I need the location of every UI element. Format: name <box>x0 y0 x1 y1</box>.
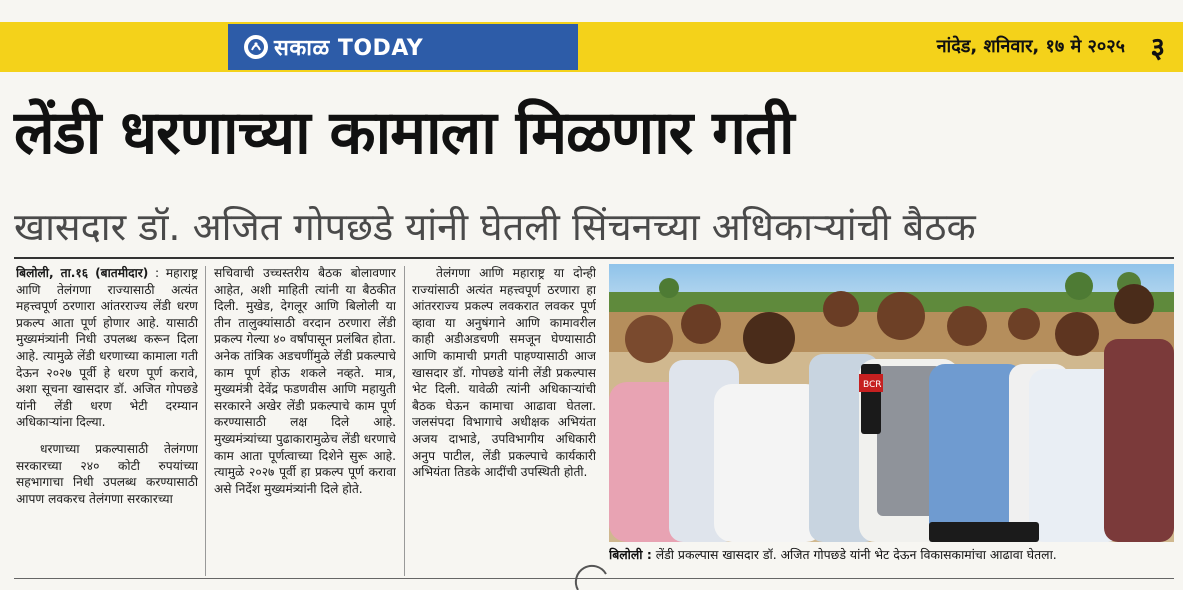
article-column-2 <box>214 265 396 575</box>
news-dateline: बिलोली, ता.१६ (बातमीदार) <box>16 266 149 280</box>
article-headline: लेंडी धरणाच्या कामाला मिळणार गती <box>14 98 794 168</box>
mic-label: BCR <box>863 380 882 390</box>
news-photo <box>609 264 1174 542</box>
article-column-3 <box>412 265 596 585</box>
caption-lead: बिलोली : <box>609 547 652 562</box>
caption-text: लेंडी प्रकल्पास खासदार डॉ. अजित गोपछडे यांनी भेट देऊन विकासकामांचा आढावा घेतला. <box>651 547 1057 562</box>
photo-caption <box>609 546 1174 564</box>
page-number: ३ <box>1150 31 1165 64</box>
paragraph: तेलंगणा आणि महाराष्ट्र या दोन्ही राज्यांसाठी अत्यंत महत्त्वपूर्ण ठरणारा हा आंतरराज्य प्रकल्प लवकरात लवकर पूर्ण व्हावा या अनुषंगाने आणि कामावरील काही अडीअडचणी समजून घेण्यासाठी आणि कामाची प्रगती पाहण्यासाठी आज खासदार डॉ. गोपछडे यांनी लेंडी प्रकल्पास भेट दिली. यावेळी त्यांनी अधिकाऱ्यांची बैठक घेऊन कामाचा आढावा घेतला. जलसंपदा विभागाचे अधीक्षक अभियंता अजय दाभाडे, उपविभागीय अधिकारी अनुप पाटील, लेंडी प्रकल्पाचे कार्यकारी अभियंता तिडके आदींची उपस्थिती होती. <box>412 266 596 480</box>
divider <box>14 257 1174 259</box>
brand-name: सकाळ TODAY <box>274 36 424 61</box>
decorative-arc-icon <box>572 560 612 590</box>
paragraph: : महाराष्ट्र आणि तेलंगणा राज्यासाठी अत्यंत महत्त्वपूर्ण ठरणारा आंतरराज्य लेंडी धरण प्रकल्प आता पूर्ण होणार आहे. यासाठी मुख्यमंत्र्यांनी निधी उपलब्ध करून दिला आहे. त्यामुळे लेंडी धरणाच्या कामाला गती देऊन २०२७ पूर्वी हे धरण पूर्ण करावे, अशा सूचना खासदार डॉ. अजित गोपछडे यांनी लेंडी धरण भेटी दरम्यान अधिकाऱ्यांना दिल्या. <box>16 266 198 430</box>
article-column-1 <box>16 265 198 585</box>
sakal-logo-icon <box>244 35 268 59</box>
edition-dateline: नांदेड, शनिवार, १७ मे २०२५ <box>936 36 1125 57</box>
column-divider <box>205 266 206 576</box>
masthead-logo <box>228 24 578 70</box>
column-divider <box>404 266 405 576</box>
paragraph: धरणाच्या प्रकल्पासाठी तेलंगणा सरकारच्या २४० कोटी रुपयांच्या सहभागाचा निधी उपलब्ध करण्यासाठी आपण लवकरच तेलंगणा सरकारच्या <box>16 441 198 506</box>
paragraph: सचिवाची उच्चस्तरीय बैठक बोलावणार आहेत, अशी माहिती त्यांनी या बैठकीत दिली. मुखेड, देगलूर आणि बिलोली या तीन तालुक्यांसाठी वरदान ठरणारा लेंडी प्रकल्प गेल्या ४० वर्षांपासून प्रलंबित होता. अनेक तांत्रिक अडचणींमुळे लेंडी प्रकल्पाचे काम पूर्ण होऊ शकले नव्हते. मात्र, मुख्यमंत्री देवेंद्र फडणवीस आणि महायुती सरकारने अखेर लेंडी प्रकल्पाचे काम पूर्ण करण्यासाठी लक्ष दिले आहे. मुख्यमंत्र्यांच्या पुढाकारामुळेच लेंडी धरणाचे काम आता पूर्णत्वाच्या दिशेने सुरू आहे. त्यामुळे २०२७ पूर्वी हा प्रकल्प पूर्ण करावा असे निर्देश मुख्यमंत्र्यांनी दिले होते. <box>214 266 396 496</box>
article-subheadline: खासदार डॉ. अजित गोपछडे यांनी घेतली सिंचनच्या अधिकाऱ्यांची बैठक <box>14 205 976 249</box>
